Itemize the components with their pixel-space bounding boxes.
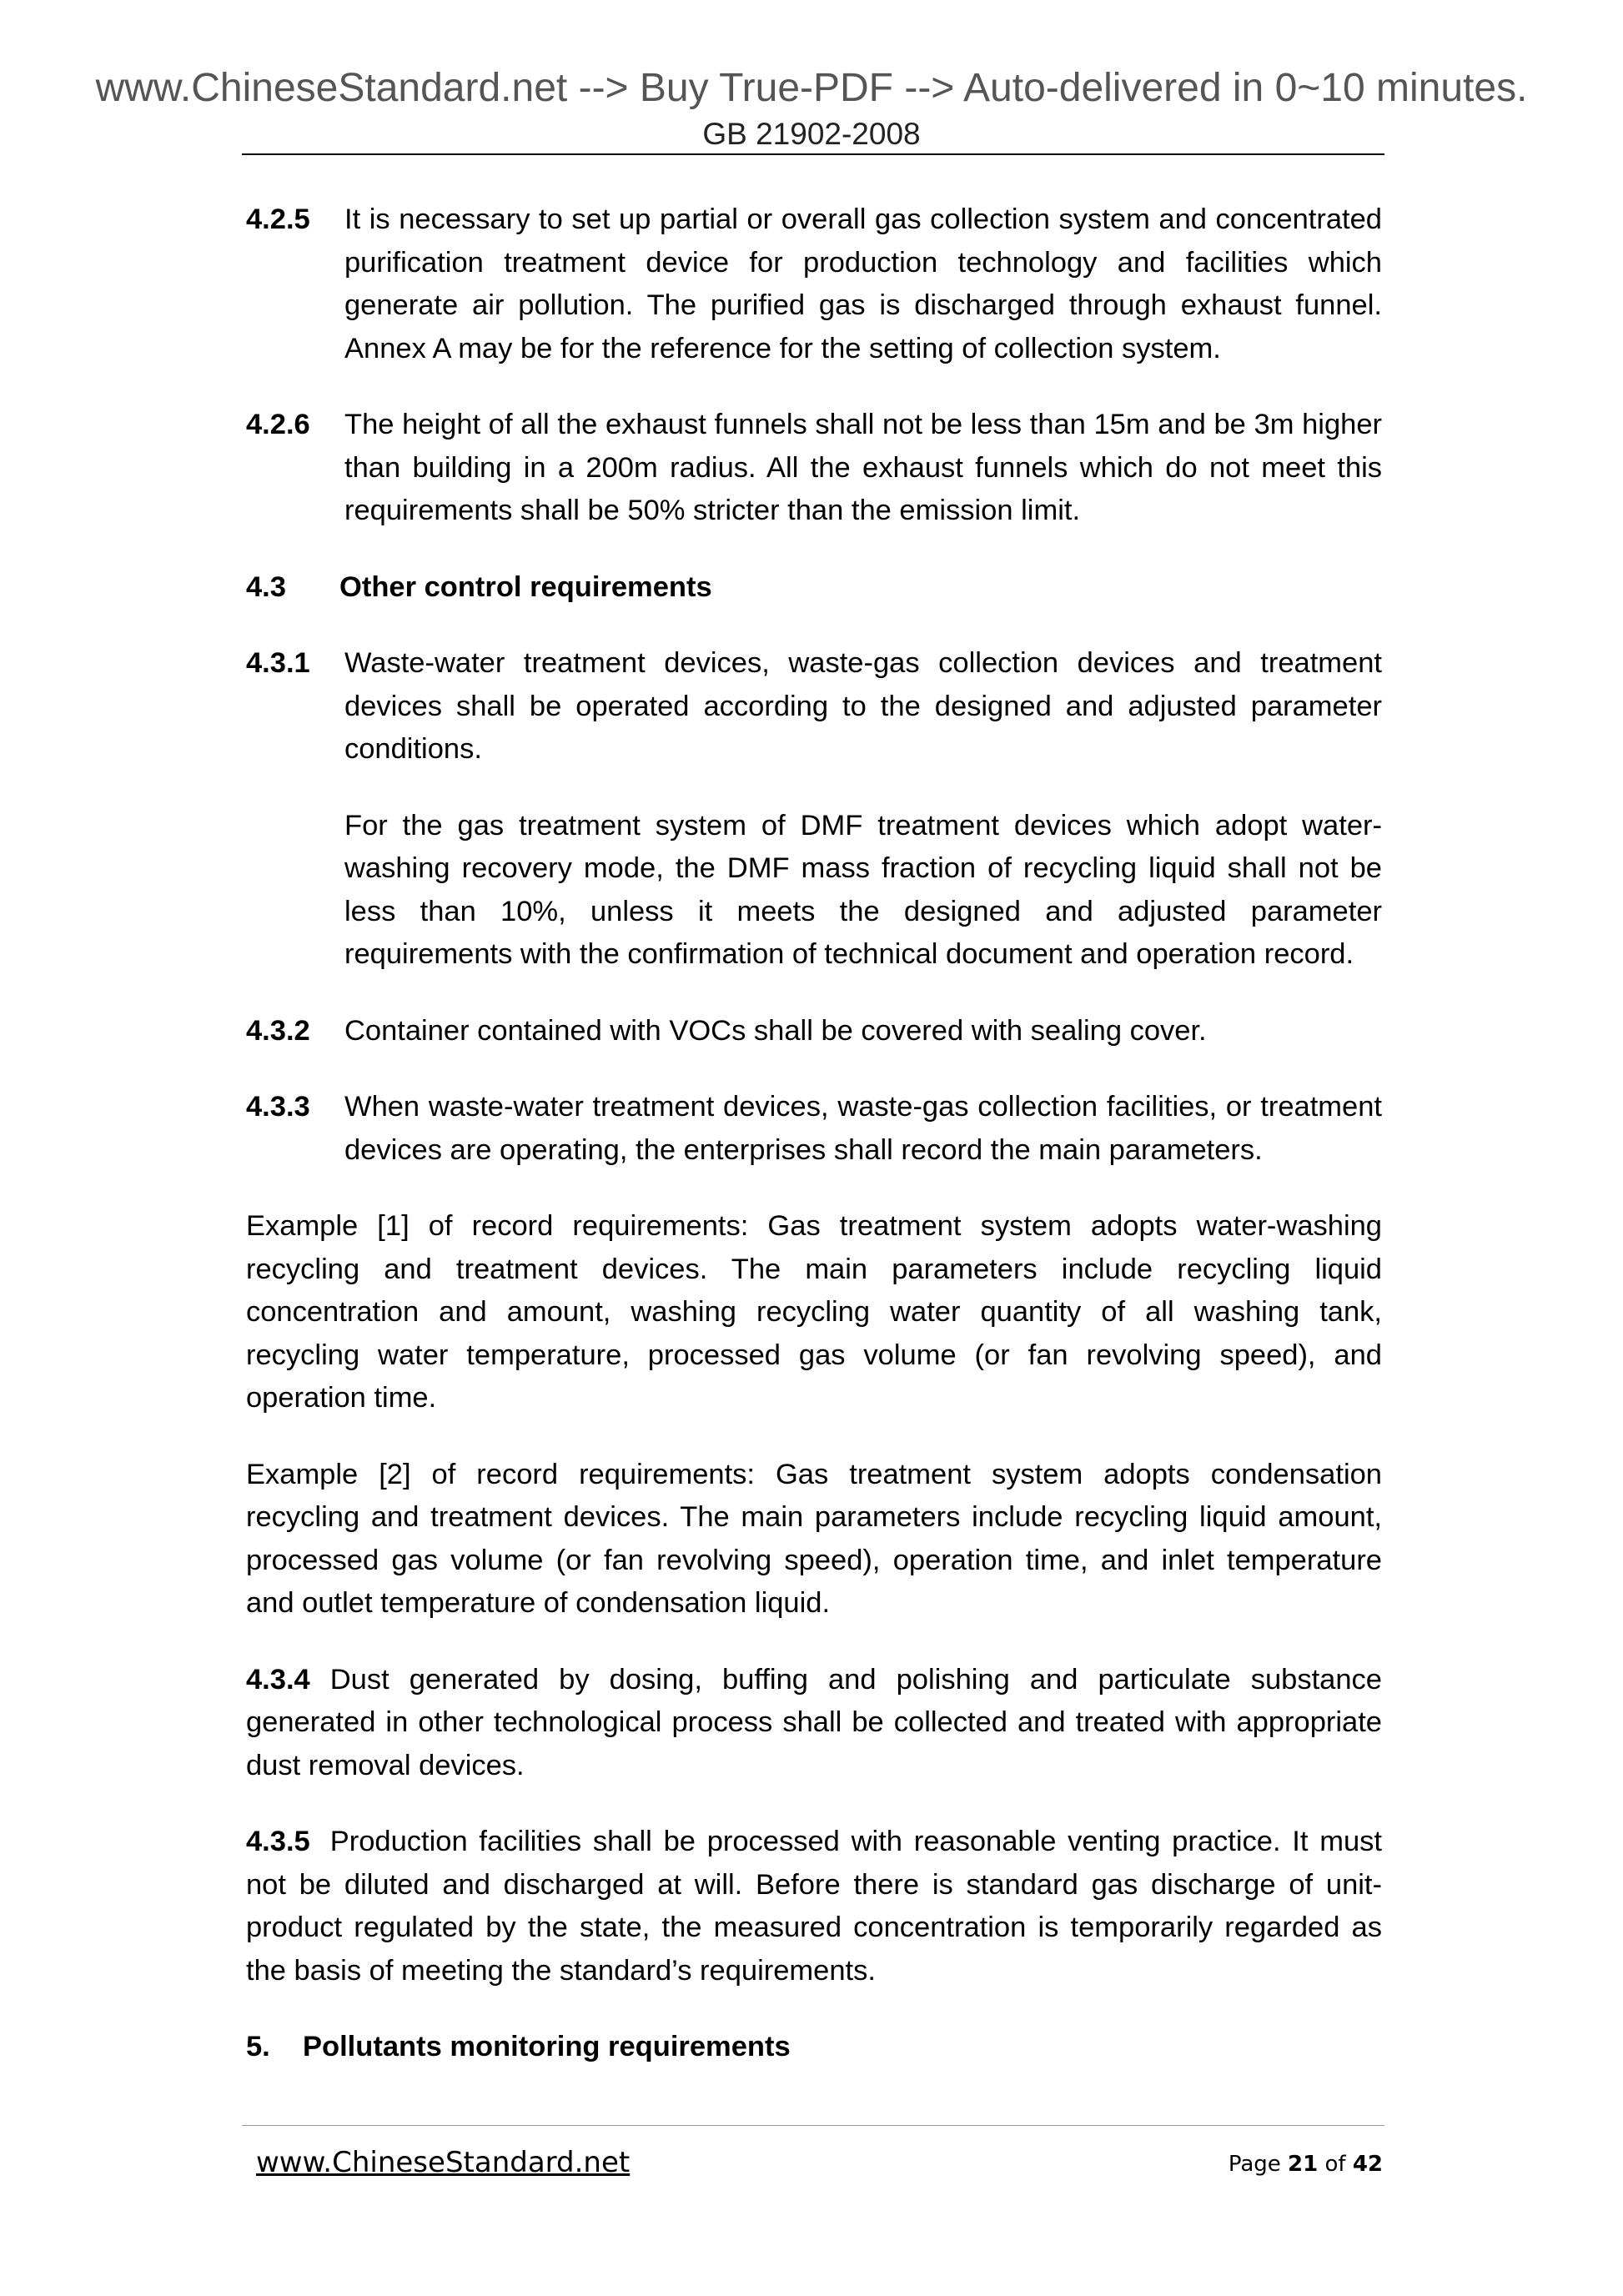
clause-text: Production facilities shall be processed with reasonable venting practice. It must not be diluted and discharged at will. Before there is standard gas discharge of unit-product regulated by the state, the measured concentration is temporarily regarded as the basis of meeting the standard’s requirements. (246, 1826, 1382, 1987)
clause-text: When waste-water treatment devices, waste-gas collection facilities, or treatment devices are operating, the enterprises shall record the main parameters. (344, 1091, 1382, 1166)
page-content (246, 198, 1382, 2103)
example-paragraph: Example [2] of record requirements: Gas treatment system adopts condensation recycling and treatment devices. The main parameters include recycling liquid amount, processed gas volume (or fan revolving speed), operation time, and inlet temperature and outlet temperature of condensation liquid. (246, 1458, 1382, 1619)
clause-4-2-5 (246, 198, 1382, 370)
clause-number: 4.3.4 (246, 1663, 310, 1696)
footer-divider (242, 2125, 1384, 2126)
clause-number: 4.3.1 (246, 647, 310, 679)
section-heading-4-3 (246, 566, 1382, 610)
section-number: 5. (246, 2031, 270, 2062)
page-of: of (1324, 2152, 1346, 2177)
clause-number: 4.2.6 (246, 409, 310, 440)
clause-4-2-6 (246, 404, 1382, 533)
site-banner[interactable]: www.ChineseStandard.net --> Buy True-PDF --> Auto-delivered in 0~10 minutes. (95, 66, 1528, 110)
clause-number: 4.3.3 (246, 1091, 310, 1123)
clause-4-3-4 (246, 1659, 1382, 1788)
header-divider (242, 153, 1384, 155)
example-paragraph: Example [1] of record requirements: Gas treatment system adopts water-washing recycling and treatment devices. The main parameters include recycling liquid concentration and amount, washing recycling water quantity of all washing tank, recycling water temperature, processed gas volume (or fan revolving speed), and operation time. (246, 1210, 1382, 1414)
clause-4-3-2 (246, 1010, 1382, 1053)
section-title: Pollutants monitoring requirements (303, 2031, 791, 2062)
clause-number: 4.3.5 (246, 1826, 310, 1857)
clause-text: It is necessary to set up partial or overall gas collection system and concentrated purification treatment device for production technology and facilities which generate air pollution. The purified gas is discharged through exhaust funnel. Annex A may be for the reference for the setting of collection system. (344, 203, 1382, 364)
clause-4-3-3 (246, 1086, 1382, 1172)
clause-text: Waste-water treatment devices, waste-gas collection devices and treatment devices shall be operated according to the designed and adjusted parameter conditions. (344, 647, 1382, 765)
clause-number: 4.3.2 (246, 1014, 310, 1047)
clause-4-3-5 (246, 1821, 1382, 1992)
document-number: GB 21902-2008 (702, 117, 921, 151)
page-total: 42 (1352, 2152, 1383, 2177)
section-number: 4.3 (246, 570, 286, 603)
clause-text-continued: For the gas treatment system of DMF treatment devices which adopt water-washing recovery mode, the DMF mass fraction of recycling liquid shall not be less than 10%, unless it meets the designed and adjusted parameter requirements with the confirmation of technical document and operation record. (344, 809, 1382, 970)
clause-text: The height of all the exhaust funnels shall not be less than 15m and be 3m higher than building in a 200m radius. All the exhaust funnels which do not meet this requirements shall be 50% stricter than the emission limit. (344, 409, 1382, 526)
section-heading-5 (246, 2026, 1382, 2069)
clause-text: Container contained with VOCs shall be covered with sealing cover. (344, 1014, 1207, 1047)
page-indicator (1229, 2152, 1383, 2177)
page-label: Page (1228, 2152, 1281, 2177)
footer-site-link[interactable]: www.ChineseStandard.net (256, 2146, 631, 2179)
section-title: Other control requirements (339, 570, 712, 603)
clause-number: 4.2.5 (246, 203, 310, 235)
clause-4-3-1 (246, 642, 1382, 977)
clause-text: Dust generated by dosing, buffing and polishing and particulate substance generated in other technological process shall be collected and treated with appropriate dust removal devices. (246, 1663, 1382, 1781)
page-current: 21 (1288, 2152, 1319, 2177)
